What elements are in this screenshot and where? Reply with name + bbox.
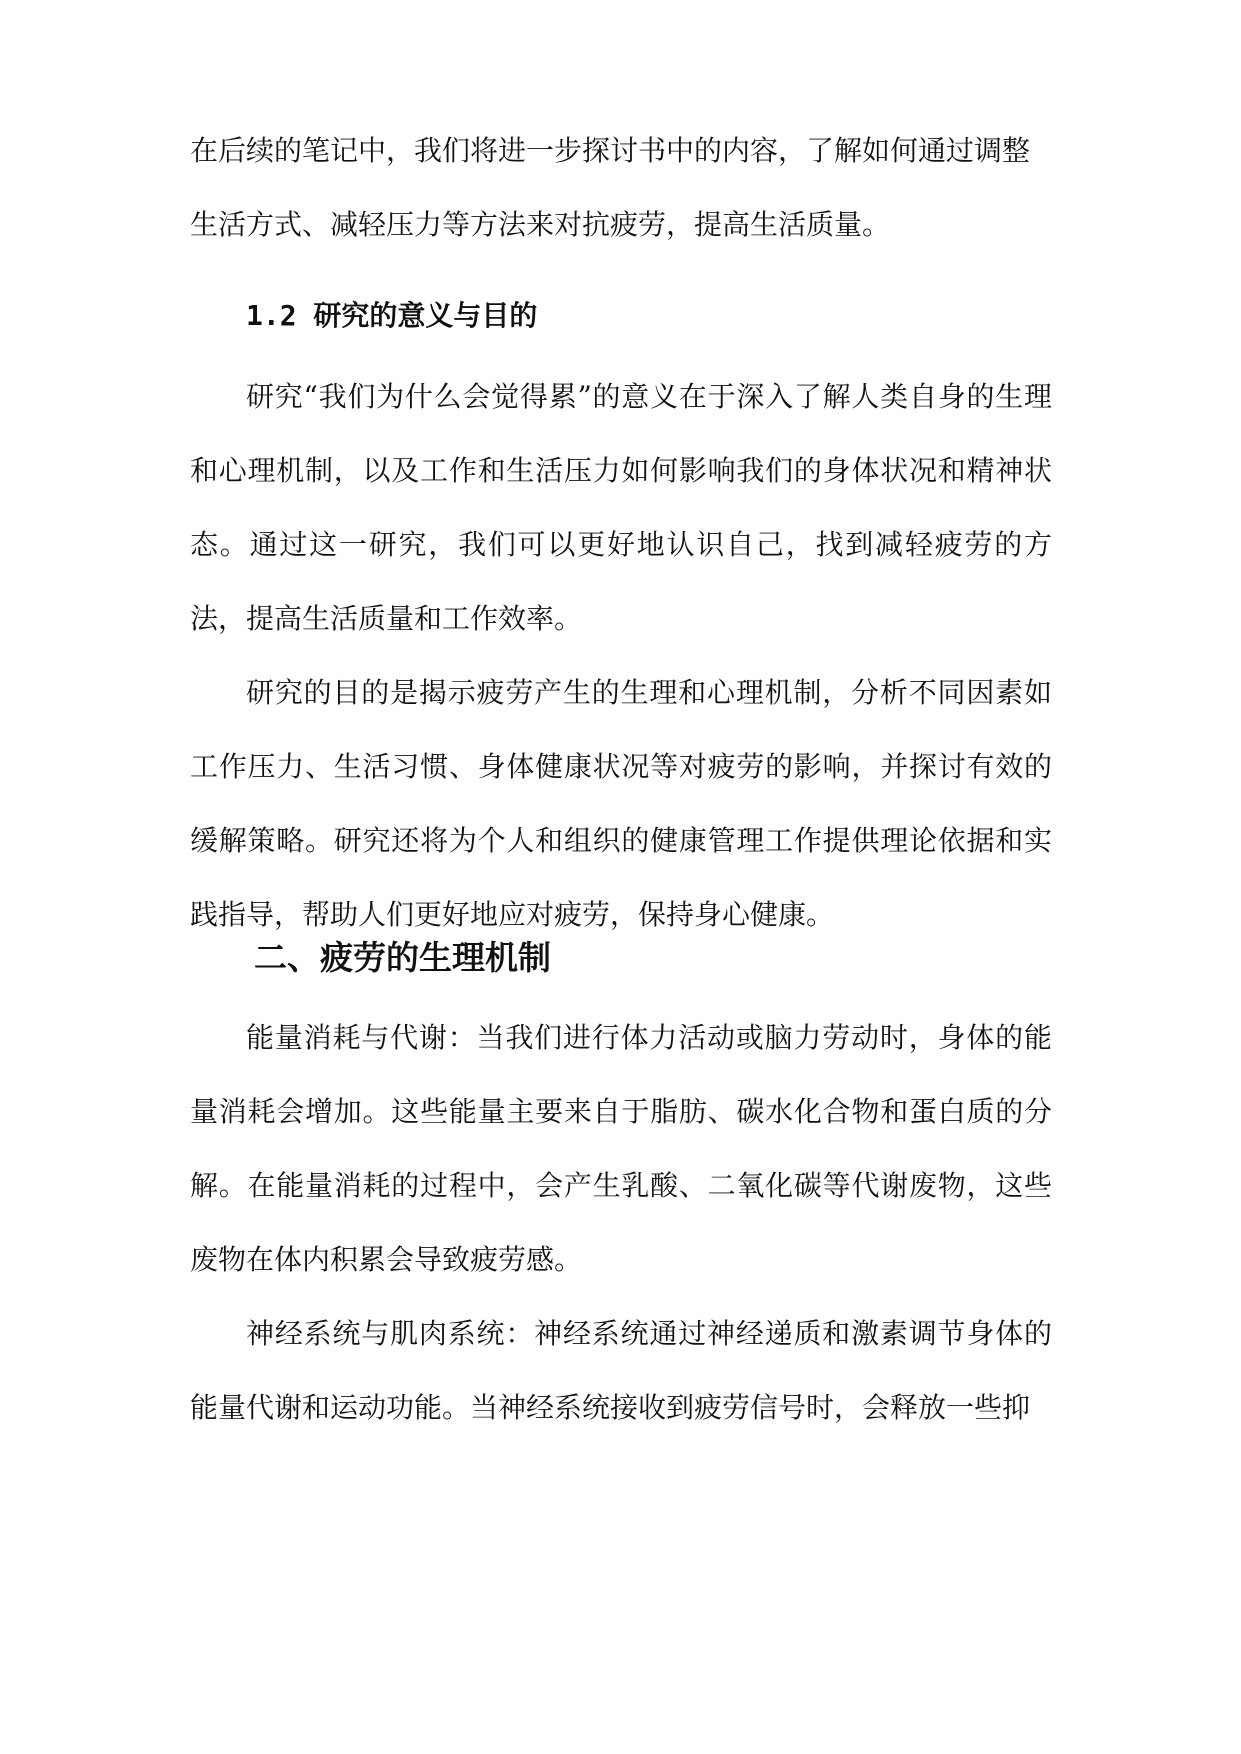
intro-line-2: 生活方式、减轻压力等方法来对抗疲劳，提高生活质量。 [190,208,891,241]
paragraph-nervous-muscular: 神经系统与肌肉系统：神经系统通过神经递质和激素调节身体的能量代谢和运动功能。当神经系统接收到疲劳信号时，会释放一些抑 [190,1317,1052,1424]
section-heading-1-2: 1.2 研究的意义与目的 [246,299,538,332]
paragraph-significance: 研究“我们为什么会觉得累”的意义在于深入了解人类自身的生理和心理机制，以及工作和生活压力如何影响我们的身体状况和精神状态。通过这一研究，我们可以更好地认识自己，找到减轻疲劳的方法，提高生活质量和工作效率。 [190,380,1052,635]
paragraph-purpose: 研究的目的是揭示疲劳产生的生理和心理机制，分析不同因素如工作压力、生活习惯、身体健康状况等对疲劳的影响，并探讨有效的缓解策略。研究还将为个人和组织的健康管理工作提供理论依据和实践指导，帮助人们更好地应对疲劳，保持身心健康。 [190,676,1052,931]
chapter-heading-physiology: 二、疲劳的生理机制 [254,938,551,977]
intro-line-1: 在后续的笔记中，我们将进一步探讨书中的内容，了解如何通过调整 [190,134,1031,167]
paragraph-energy-metabolism: 能量消耗与代谢：当我们进行体力活动或脑力劳动时，身体的能量消耗会增加。这些能量主要来自于脂肪、碳水化合物和蛋白质的分解。在能量消耗的过程中，会产生乳酸、二氧化碳等代谢废物，这些废物在体内积累会导致疲劳感。 [190,1021,1052,1276]
